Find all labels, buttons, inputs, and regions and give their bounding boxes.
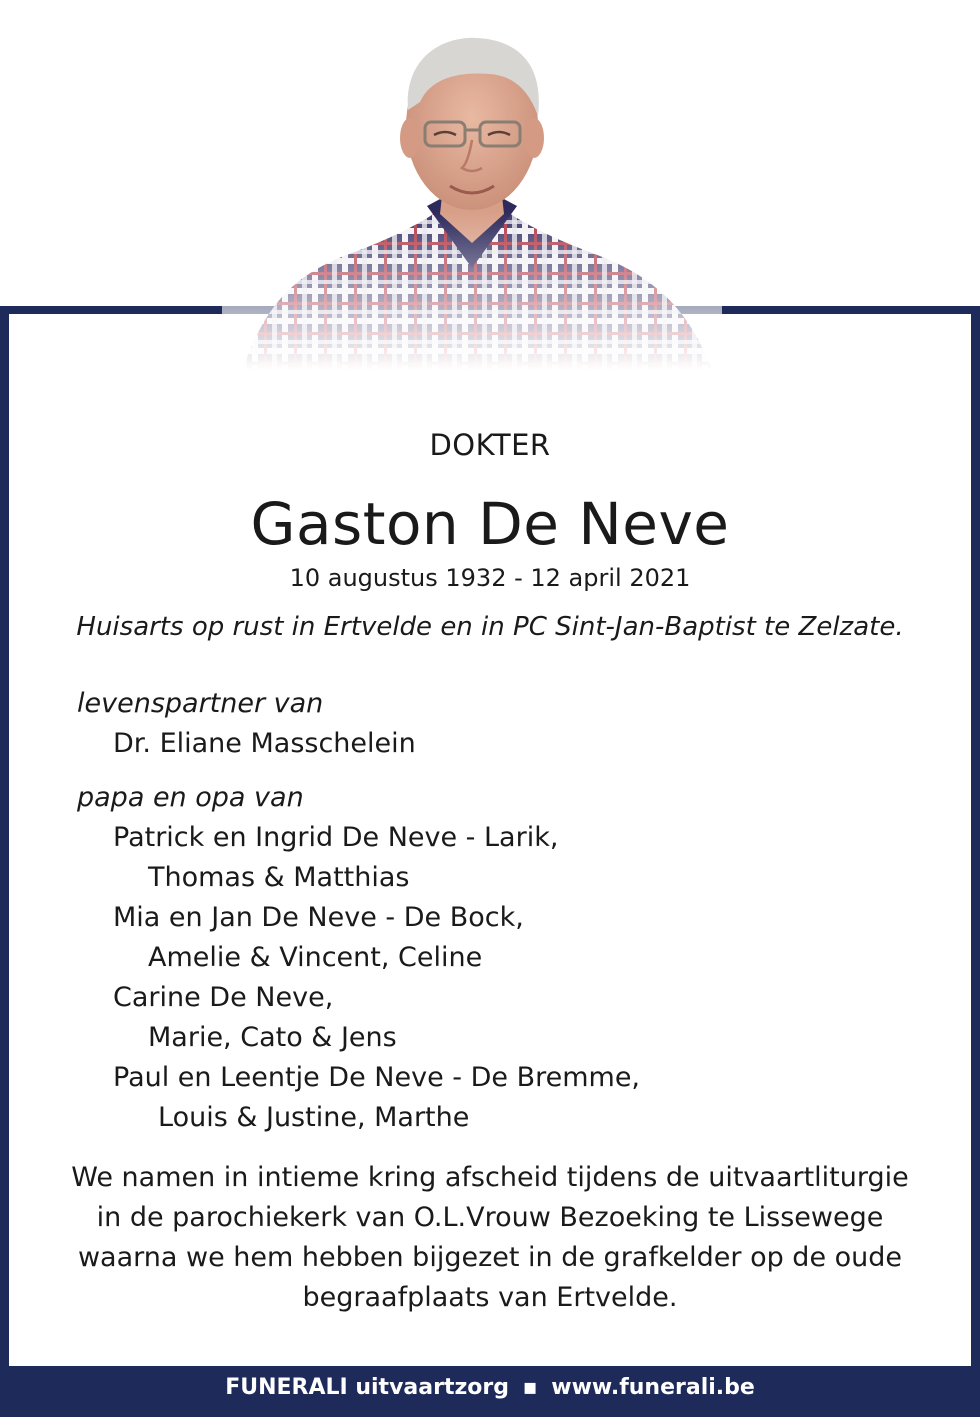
child-family-3: Carine De Neve, bbox=[113, 982, 334, 1013]
closing-line-1: We namen in intieme kring afscheid tijdens de uitvaartliturgie bbox=[71, 1162, 909, 1193]
footer-separator: ▪ bbox=[522, 1375, 538, 1400]
deceased-name: Gaston De Neve bbox=[250, 490, 730, 558]
life-dates: 10 augustus 1932 - 12 april 2021 bbox=[289, 564, 691, 592]
closing-line-3: waarna we hem hebben bijgezet in de grafkelder op de oude bbox=[77, 1242, 903, 1273]
child-family-4: Paul en Leentje De Neve - De Bremme, bbox=[113, 1062, 641, 1093]
grandchildren-1: Thomas & Matthias bbox=[148, 862, 410, 893]
grandchildren-2: Amelie & Vincent, Celine bbox=[148, 942, 483, 973]
notice-title: DOKTER bbox=[429, 428, 551, 462]
family-list bbox=[0, 684, 980, 1138]
children-relation: papa en opa van bbox=[77, 782, 304, 813]
closing-text bbox=[40, 1158, 940, 1318]
footer-brand: FUNERALI uitvaartzorg bbox=[225, 1375, 509, 1400]
portrait-photo bbox=[222, 18, 722, 370]
footer-bar bbox=[0, 1366, 980, 1417]
closing-line-2: in de parochiekerk van O.L.Vrouw Bezoeking te Lissewege bbox=[96, 1202, 884, 1233]
partner-relation: levenspartner van bbox=[77, 688, 324, 719]
footer-website-link[interactable]: www.funerali.be bbox=[551, 1375, 755, 1400]
child-family-2: Mia en Jan De Neve - De Bock, bbox=[113, 902, 524, 933]
grandchildren-4: Louis & Justine, Marthe bbox=[158, 1102, 470, 1133]
partner-name: Dr. Eliane Masschelein bbox=[113, 728, 416, 759]
closing-line-4: begraafplaats van Ertvelde. bbox=[302, 1282, 678, 1313]
child-family-1: Patrick en Ingrid De Neve - Larik, bbox=[113, 822, 559, 853]
grandchildren-3: Marie, Cato & Jens bbox=[148, 1022, 397, 1053]
occupation-line: Huisarts op rust in Ertvelde en in PC Sint-Jan-Baptist te Zelzate. bbox=[76, 612, 904, 642]
